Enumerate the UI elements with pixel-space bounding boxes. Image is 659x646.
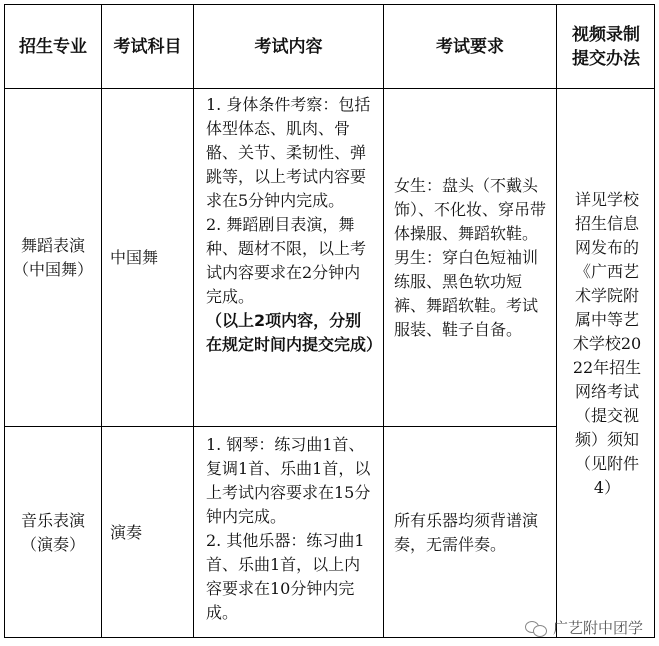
watermark-text: 广艺附中团学 [552, 619, 643, 637]
watermark [525, 617, 643, 638]
subject-music: 演奏 [110, 522, 143, 542]
requirements-music: 所有乐器均须背谱演奏，无需伴奏。 [394, 510, 539, 554]
content-note: （以上2项内容，分别在规定时间内提交完成） [206, 311, 383, 354]
content-item: 2. 其他乐器：练习曲1首、乐曲1首，以上内容要求在10分钟内完成。 [206, 531, 365, 622]
header-content: 考试内容 [254, 36, 323, 57]
header-requirements: 考试要求 [436, 36, 504, 57]
header-major: 招生专业 [19, 36, 87, 57]
major-dance: 舞蹈表演（中国舞） [12, 235, 93, 279]
requirements-dance: 女生：盘头（不戴头饰）、不化妆、穿吊带体操服、舞蹈软鞋。男生：穿白色短袖训练服、黑色软功短裤、舞蹈软鞋。考试服装、鞋子自备。 [394, 175, 547, 339]
submission-method: 详见学校招生信息网发布的《广西艺术学院附属中等艺术学校2022年招生网络考试（提交视频）须知（见附件4） [572, 189, 642, 497]
header-subject: 考试科目 [113, 36, 182, 57]
wechat-icon [525, 619, 547, 637]
subject-dance: 中国舞 [110, 247, 159, 267]
content-item: 1. 钢琴：练习曲1首、复调1首、乐曲1首，以上考试内容要求在15分钟内完成。 [206, 435, 371, 526]
major-music: 音乐表演（演奏） [20, 510, 85, 554]
content-item: 1. 身体条件考察：包括体型体态、肌肉、骨骼、关节、柔韧性、弹跳等，以上考试内容要求在5分钟内完成。 [206, 95, 371, 210]
exam-table [4, 4, 655, 638]
content-item: 2. 舞蹈剧目表演，舞种、题材不限，以上考试内容要求在2分钟内完成。 [206, 215, 367, 306]
content-dance [194, 89, 383, 426]
content-music [194, 427, 383, 638]
header-submission: 视频录制提交办法 [572, 24, 640, 69]
